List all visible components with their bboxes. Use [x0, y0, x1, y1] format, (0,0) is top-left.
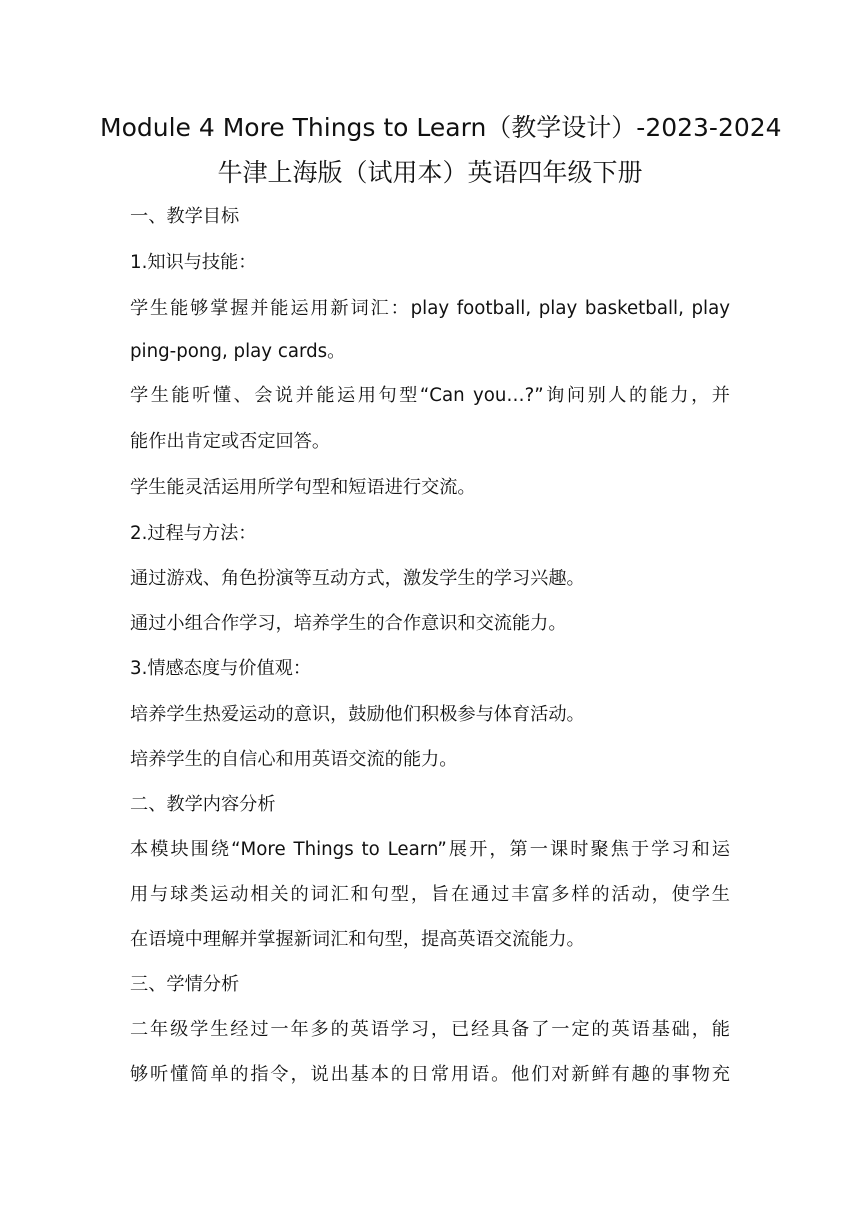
document-title-line-1: Module 4 More Things to Learn（教学设计）-2023-2024: [100, 113, 782, 142]
subheading-attitudes-values: 3.情感态度与价值观：: [130, 658, 312, 679]
section-heading-content-analysis: 二、教学内容分析: [130, 794, 276, 815]
paragraph-line: 培养学生热爱运动的意识，鼓励他们积极参与体育活动。: [130, 704, 585, 725]
paragraph-line: 二年级学生经过一年多的英语学习，已经具备了一定的英语基础，能: [130, 1019, 730, 1040]
paragraph-line: 本模块围绕“More Things to Learn”展开，第一课时聚焦于学习和运: [130, 839, 730, 860]
paragraph-line: 学生能听懂、会说并能运用句型“Can you…?”询问别人的能力，并: [130, 385, 730, 406]
paragraph-line: 培养学生的自信心和用英语交流的能力。: [130, 749, 458, 770]
paragraph-line: 通过小组合作学习，培养学生的合作意识和交流能力。: [130, 613, 567, 634]
section-heading-learner-analysis: 三、学情分析: [130, 974, 240, 995]
paragraph-line: 通过游戏、角色扮演等互动方式，激发学生的学习兴趣。: [130, 568, 585, 589]
paragraph-line: 在语境中理解并掌握新词汇和句型，提高英语交流能力。: [130, 929, 585, 950]
document-title-line-2: 牛津上海版（试用本）英语四年级下册: [217, 158, 643, 187]
subheading-process-methods: 2.过程与方法：: [130, 523, 257, 544]
subheading-knowledge-skills: 1.知识与技能：: [130, 252, 257, 273]
paragraph-line: ping-pong, play cards。: [130, 341, 346, 362]
paragraph-line: 能作出肯定或否定回答。: [130, 431, 331, 452]
paragraph-line: 用与球类运动相关的词汇和句型，旨在通过丰富多样的活动，使学生: [130, 884, 730, 905]
section-heading-objectives: 一、教学目标: [130, 206, 240, 227]
paragraph-line: 够听懂简单的指令，说出基本的日常用语。他们对新鲜有趣的事物充: [130, 1064, 730, 1085]
paragraph-line: 学生能灵活运用所学句型和短语进行交流。: [130, 477, 476, 498]
paragraph-line: 学生能够掌握并能运用新词汇：play football, play basketball, play: [130, 298, 730, 319]
